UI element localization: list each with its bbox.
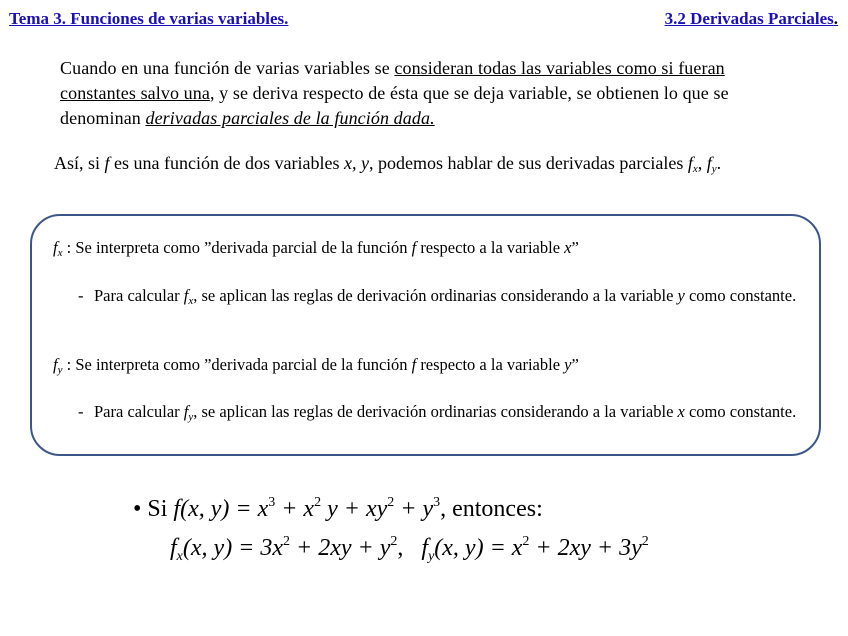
p2-text-2: es una función de dos variables (109, 153, 344, 173)
example-fx: f (170, 535, 177, 561)
fx-bullet-sub: x (188, 295, 194, 307)
example-exp-3: 2 (387, 495, 395, 510)
fx-sym: f (53, 238, 58, 257)
example-fx-exp-2: 2 (390, 534, 398, 549)
fx-bullet (78, 283, 806, 314)
fx-f: f (411, 238, 417, 257)
example-term-2: y + xy (321, 496, 388, 522)
p2-fy: f (706, 153, 712, 173)
fy-bullet-text2: , se aplican las reglas de derivación ordinarias considerando a la variable (193, 402, 678, 421)
fy-end: ” (571, 355, 579, 374)
example-fy-sub: y (428, 549, 435, 564)
fx-text: : Se interpreta como ”derivada parcial de la función (62, 238, 412, 257)
fy-text: : Se interpreta como ”derivada parcial de la función (62, 355, 412, 374)
example-derivatives (170, 534, 649, 565)
slide-section-title[interactable] (665, 9, 838, 29)
example-fx-term: + 2xy + y (290, 535, 391, 561)
example-term-3: + y (394, 496, 434, 522)
example-fx-rhs: (x, y) = 3x (182, 535, 284, 561)
p2-text-3: , podemos hablar de sus derivadas parciales (368, 153, 688, 173)
fy-text2: respecto a la variable (416, 355, 565, 374)
fy-bullet-var: x (677, 402, 685, 421)
slide-topic-title[interactable]: Tema 3. Funciones de varias variables. (9, 9, 289, 28)
example-exp-2: 2 (314, 495, 322, 510)
p2-fx: f (687, 153, 693, 173)
fy-f: f (411, 355, 417, 374)
fy-sub: y (57, 364, 63, 376)
fx-bullet-sym: f (183, 286, 189, 305)
fy-bullet-text1: Para calcular (94, 402, 184, 421)
example-fy-exp-2: 2 (641, 534, 649, 549)
section-title-text[interactable]: 3.2 Derivadas Parciales (664, 9, 834, 28)
p2-fx-sub: x (692, 163, 698, 175)
example-fx-exp-1: 2 (283, 534, 291, 549)
fy-bullet-sym: f (183, 402, 189, 421)
example-fx-sub: x (176, 549, 183, 564)
second-paragraph (54, 151, 814, 182)
fy-definition (53, 353, 579, 382)
example-si: Si (147, 496, 168, 522)
fx-bullet-var: y (677, 286, 685, 305)
section-title-period: . (833, 9, 838, 28)
fx-definition (53, 236, 579, 265)
fx-bullet-dash: - (78, 286, 84, 305)
fx-text2: respecto a la variable (416, 238, 565, 257)
intro-underlined: consideran todas las variables como si fueran constantes salvo una (60, 58, 725, 103)
example-fy-rhs: (x, y) = x (434, 535, 523, 561)
p2-comma: , (697, 153, 707, 173)
fx-var: x (564, 238, 572, 257)
fx-bullet-text1: Para calcular (94, 286, 184, 305)
fy-sym: f (53, 355, 58, 374)
fx-end: ” (571, 238, 579, 257)
intro-paragraph (60, 56, 800, 131)
fy-var: y (564, 355, 572, 374)
example-fy-term: + 2xy + 3y (529, 535, 642, 561)
p2-vars: x, y (343, 153, 369, 173)
example-exp-4: 3 (433, 495, 441, 510)
example-statement (133, 495, 543, 523)
example-fy: f (421, 535, 429, 561)
intro-text-2: , y se deriva respecto de ésta que se deja variable, se obtienen lo que se denominan (60, 83, 729, 128)
intro-text-1: Cuando en una función de varias variables se (60, 58, 395, 78)
example-separator: , (397, 535, 404, 561)
example-term-1: + x (275, 496, 315, 522)
fx-bullet-text3: como constante. (684, 286, 797, 305)
example-bullet: • (133, 496, 142, 522)
p2-text-1: Así, si (54, 153, 105, 173)
fy-bullet-sub: y (188, 411, 194, 423)
fx-sub: x (57, 247, 63, 259)
fy-bullet-text3: como constante. (684, 402, 797, 421)
intro-definition: derivadas parciales de la función dada. (145, 108, 435, 128)
example-fy-exp-1: 2 (522, 534, 530, 549)
example-entonces: , entonces: (440, 496, 543, 522)
p2-fy-sub: y (711, 163, 717, 175)
p2-f: f (104, 153, 110, 173)
fy-bullet-dash: - (78, 402, 84, 421)
example-func: f(x, y) = x (173, 496, 269, 522)
p2-end: . (716, 153, 722, 173)
example-exp-1: 3 (268, 495, 276, 510)
fx-bullet-text2: , se aplican las reglas de derivación ordinarias considerando a la variable (193, 286, 678, 305)
fy-bullet (78, 399, 806, 430)
